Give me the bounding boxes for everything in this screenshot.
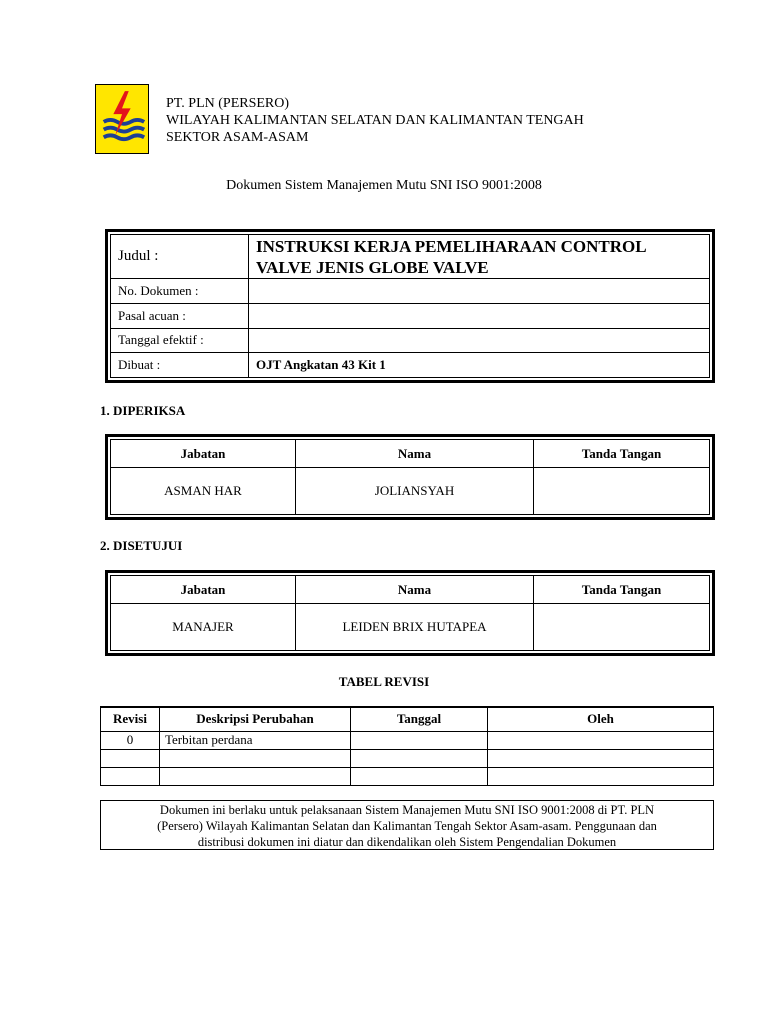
tanggal-efektif-value <box>249 328 710 353</box>
judul-value <box>249 235 710 279</box>
revisi-col-tanggal: Tanggal <box>351 707 488 731</box>
deskripsi-cell: Terbitan perdana <box>160 731 351 749</box>
diperiksa-col-ttd: Tanda Tangan <box>534 440 710 468</box>
tanggal-cell <box>351 749 488 767</box>
tabel-revisi-title: TABEL REVISI <box>338 674 430 689</box>
tanggal-cell <box>351 731 488 749</box>
disetujui-col-jabatan: Jabatan <box>111 576 296 604</box>
revisi-cell: 0 <box>101 731 160 749</box>
diperiksa-box <box>105 434 715 520</box>
note-line-3: distribusi dokumen ini diatur dan dikendalikan oleh Sistem Pengendalian Dokumen <box>197 835 617 849</box>
diperiksa-heading: 1. DIPERIKSA <box>100 403 186 418</box>
deskripsi-cell <box>160 749 351 767</box>
table-row <box>101 767 714 785</box>
disetujui-table <box>110 575 710 651</box>
revisi-cell <box>101 749 160 767</box>
disetujui-ttd <box>534 604 710 651</box>
revisi-cell <box>101 767 160 785</box>
diperiksa-col-jabatan: Jabatan <box>111 440 296 468</box>
info-row-tanggal <box>111 328 710 353</box>
diperiksa-header-row <box>111 440 710 468</box>
revisi-table <box>100 706 714 786</box>
table-row <box>101 731 714 749</box>
disetujui-col-nama: Nama <box>296 576 534 604</box>
judul-value-line2: VALVE JENIS GLOBE VALVE <box>256 257 489 277</box>
diperiksa-ttd <box>534 468 710 515</box>
disetujui-nama: LEIDEN BRIX HUTAPEA <box>296 604 534 651</box>
document-control-note <box>100 800 714 850</box>
tanggal-cell <box>351 767 488 785</box>
info-row-dibuat <box>111 353 710 378</box>
note-line-2: (Persero) Wilayah Kalimantan Selatan dan Kalimantan Tengah Sektor Asam-asam. Penggunaan dan <box>157 819 657 833</box>
disetujui-col-ttd: Tanda Tangan <box>534 576 710 604</box>
sector-name: SEKTOR ASAM-ASAM <box>166 130 309 145</box>
info-row-judul <box>111 235 710 279</box>
revisi-header-row <box>101 707 714 731</box>
deskripsi-cell <box>160 767 351 785</box>
table-row <box>101 749 714 767</box>
oleh-cell <box>488 731 714 749</box>
company-name: PT. PLN (PERSERO) <box>166 96 290 111</box>
no-dokumen-label: No. Dokumen : <box>111 279 249 304</box>
pln-logo-icon <box>96 85 148 153</box>
info-row-no-dokumen <box>111 279 710 304</box>
oleh-cell <box>488 749 714 767</box>
diperiksa-nama: JOLIANSYAH <box>296 468 534 515</box>
disetujui-row <box>111 604 710 651</box>
disetujui-heading: 2. DISETUJUI <box>100 538 183 553</box>
dibuat-label: Dibuat : <box>111 353 249 378</box>
disetujui-jabatan: MANAJER <box>111 604 296 651</box>
note-line-1: Dokumen ini berlaku untuk pelaksanaan Sistem Manajemen Mutu SNI ISO 9001:2008 di PT. PLN <box>159 803 655 817</box>
pasal-label: Pasal acuan : <box>111 303 249 328</box>
revisi-col-deskripsi: Deskripsi Perubahan <box>160 707 351 731</box>
revisi-col-oleh: Oleh <box>488 707 714 731</box>
document-info-table <box>110 234 710 378</box>
info-row-pasal <box>111 303 710 328</box>
doc-system-title: Dokumen Sistem Manajemen Mutu SNI ISO 9001:2008 <box>226 178 542 193</box>
diperiksa-jabatan: ASMAN HAR <box>111 468 296 515</box>
diperiksa-table <box>110 439 710 515</box>
judul-value-line1: INSTRUKSI KERJA PEMELIHARAAN CONTROL <box>256 236 647 256</box>
dibuat-value: OJT Angkatan 43 Kit 1 <box>249 353 710 378</box>
diperiksa-col-nama: Nama <box>296 440 534 468</box>
region-name: WILAYAH KALIMANTAN SELATAN DAN KALIMANTAN TENGAH <box>166 113 584 128</box>
pln-logo <box>95 84 149 154</box>
disetujui-box <box>105 570 715 656</box>
tanggal-efektif-label: Tanggal efektif : <box>111 328 249 353</box>
pasal-value <box>249 303 710 328</box>
document-info-box <box>105 229 715 383</box>
revisi-col-revisi: Revisi <box>101 707 160 731</box>
judul-label: Judul : <box>111 235 249 279</box>
oleh-cell <box>488 767 714 785</box>
no-dokumen-value <box>249 279 710 304</box>
diperiksa-row <box>111 468 710 515</box>
disetujui-header-row <box>111 576 710 604</box>
